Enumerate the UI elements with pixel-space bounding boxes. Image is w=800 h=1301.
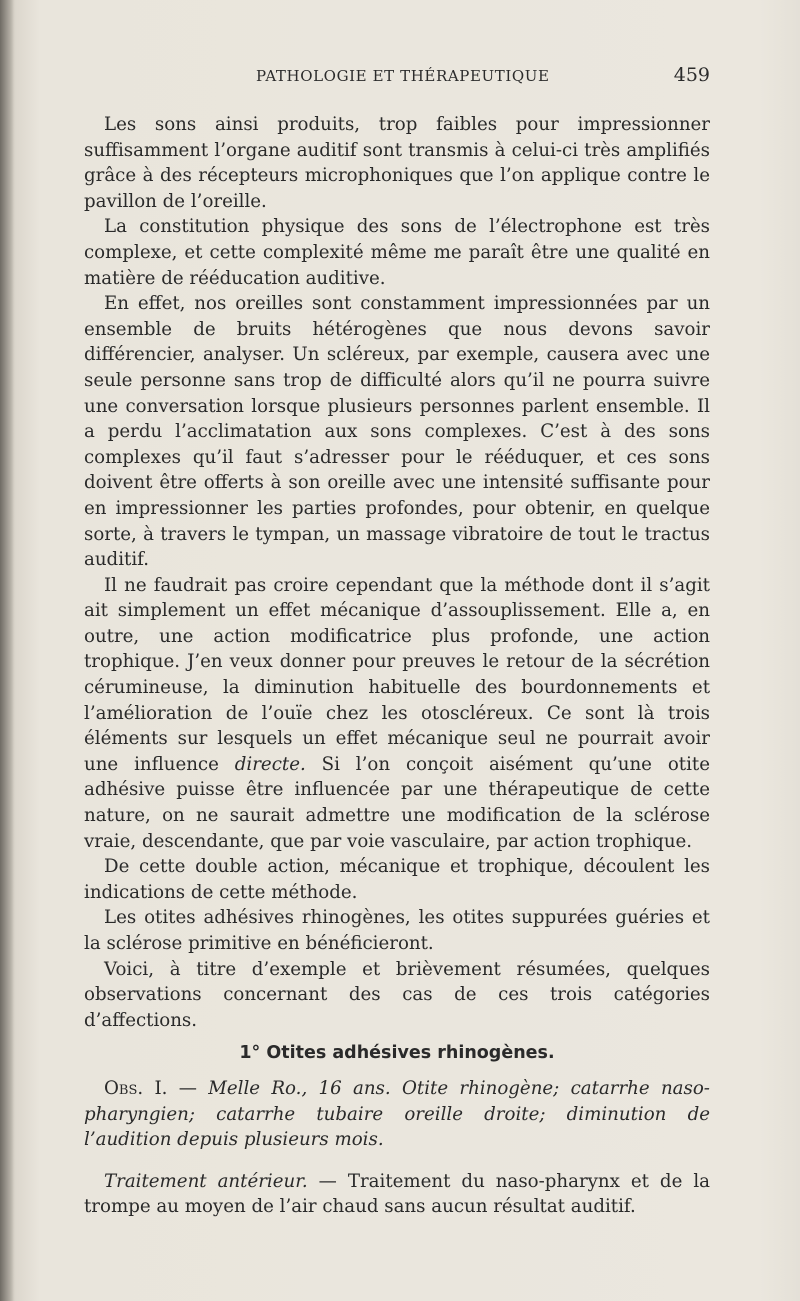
section-heading: 1° Otites adhésives rhinogènes. bbox=[239, 1043, 555, 1064]
observation-entry bbox=[84, 1076, 710, 1153]
body-text bbox=[84, 112, 710, 1220]
treatment-text: — Traitement du naso-pharynx et de la trompe au moyen de l’air chaud sans aucun résultat auditif. bbox=[84, 1170, 710, 1218]
page-number: 459 bbox=[673, 64, 710, 86]
paragraph: Les sons ainsi produits, trop faibles pour impressionner suffisamment l’organe auditif sont transmis à celui-ci très amplifiés grâce à des récepteurs microphoniques que l’on applique contre le pavillon de l’oreille. bbox=[84, 114, 710, 212]
paragraph-text: Il ne faudrait pas croire cependant que la méthode dont il s’agit ait simplement un effet mécanique d’assouplissement. Elle a, en outre, une action modificatrice plus profonde, une action trophique. J’en veux donner pour preuves le retour de la sécrétion cérumineuse, la diminution habituelle des bourdonnements et l’amélioration de l’ouïe chez les otoscléreux. Ce sont là trois éléments sur lesquels un effet mécanique seul ne pourrait avoir une influence bbox=[84, 574, 710, 775]
observation-patient: Melle Ro., 16 ans. bbox=[208, 1077, 391, 1099]
observation-dash: — bbox=[178, 1077, 197, 1099]
observation-label: Obs. I. bbox=[104, 1077, 168, 1099]
running-title: PATHOLOGIE ET THÉRAPEUTIQUE bbox=[256, 67, 550, 85]
paragraph: La constitution physique des sons de l’électrophone est très complexe, et cette complexité même me paraît être une qualité en matière de rééducation auditive. bbox=[84, 216, 710, 289]
book-spine-shadow bbox=[0, 0, 14, 1301]
italic-emphasis: directe. bbox=[234, 753, 306, 775]
observation-details: Otite rhinogène; catarrhe naso-pharyngien; catarrhe tubaire oreille droite; diminution de l’audition depuis plusieurs mois. bbox=[84, 1077, 710, 1151]
paragraph: De cette double action, mécanique et trophique, découlent les indications de cette méthode. bbox=[84, 856, 710, 903]
paragraph-methode bbox=[84, 573, 710, 855]
paragraph: Les otites adhésives rhinogènes, les otites suppurées guéries et la sclérose primitive en bénéficieront. bbox=[84, 907, 710, 954]
paragraph: En effet, nos oreilles sont constamment impressionnées par un ensemble de bruits hétérogènes que nous devons savoir différencier, analyser. Un scléreux, par exemple, causera avec une seule personne sans trop de difficulté alors qu’il ne pourra suivre une conversation lorsque plusieurs personnes parlent ensemble. Il a perdu l’acclimatation aux sons complexes. C’est à des sons complexes qu’il faut s’adresser pour le rééduquer, et ces sons doivent être offerts à son oreille avec une intensité suffisante pour en impressionner les parties profondes, pour obtenir, en quelque sorte, à travers le tympan, un massage vibratoire de tout le tractus auditif. bbox=[84, 293, 710, 571]
treatment-label: Traitement antérieur. bbox=[104, 1170, 308, 1192]
page-header bbox=[84, 64, 710, 90]
treatment-entry bbox=[84, 1169, 710, 1220]
paragraph-text: Si l’on conçoit aisément qu’une otite adhésive puisse être influencée par une thérapeutique de cette nature, on ne saurait admettre une modification de la sclérose vraie, descendante, que par voie vasculaire, par action trophique. bbox=[84, 753, 710, 852]
paragraph: Voici, à titre d’exemple et brièvement résumées, quelques observations concernant des cas de ces trois catégories d’affections. bbox=[84, 958, 710, 1031]
